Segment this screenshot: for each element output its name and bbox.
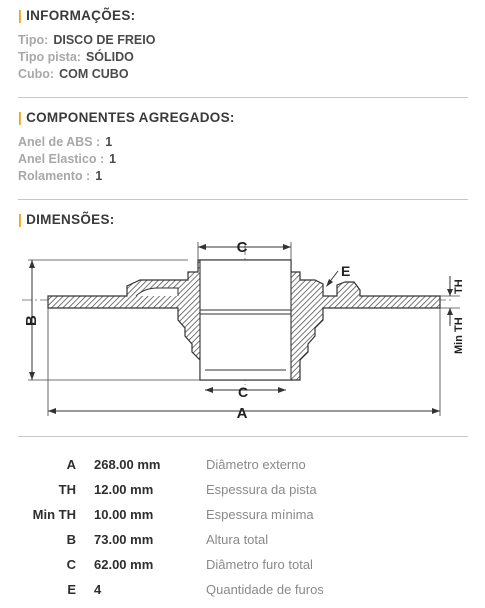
arrow-head (198, 244, 206, 250)
table-row (18, 527, 324, 552)
dim-description: Espessura da pista (206, 482, 317, 497)
dim-description: Diâmetro furo total (206, 557, 313, 572)
info-row-cubo (18, 67, 129, 81)
dim-value: 10.00 mm (94, 507, 154, 522)
info-key: Tipo pista: (18, 50, 81, 64)
component-key: Anel de ABS : (18, 135, 101, 149)
component-value: 1 (95, 169, 103, 183)
arrow-head (283, 244, 291, 250)
hub-bore (200, 260, 291, 380)
arrow-head (432, 408, 440, 414)
table-row (18, 577, 324, 602)
divider (18, 436, 468, 437)
arrow-head (326, 279, 333, 287)
accent-bar: | (18, 212, 23, 227)
label-min-th: Min TH (453, 317, 465, 354)
label-c-top: C (236, 239, 248, 256)
divider (18, 97, 468, 98)
divider (18, 199, 468, 200)
label-e: E (341, 263, 351, 279)
dim-value: 4 (94, 582, 102, 597)
info-row-tipo (18, 33, 155, 47)
component-value: 1 (109, 152, 117, 166)
component-value: 1 (105, 135, 113, 149)
info-title-text: INFORMAÇÕES: (26, 8, 136, 23)
info-key: Cubo: (18, 67, 55, 81)
info-key: Tipo: (18, 33, 49, 47)
arrow-head (48, 408, 56, 414)
arrow-head (29, 372, 35, 380)
dim-code: B (66, 532, 76, 547)
component-key: Anel Elastico : (18, 152, 105, 166)
dim-description: Altura total (206, 532, 269, 547)
label-th: TH (453, 279, 465, 294)
dim-description: Diâmetro externo (206, 457, 306, 472)
table-row (18, 552, 324, 577)
dim-value: 12.00 mm (94, 482, 154, 497)
accent-bar: | (18, 110, 23, 125)
info-value: SÓLIDO (85, 50, 134, 64)
arrow-head (447, 308, 453, 315)
arrow-head (205, 387, 213, 393)
info-value: COM CUBO (59, 67, 129, 81)
table-row (18, 477, 324, 502)
dimensions-title-text: DIMENSÕES: (26, 212, 115, 227)
label-c-bottom: C (237, 384, 249, 400)
brake-disc-diagram (10, 230, 475, 430)
table-row (18, 502, 324, 527)
info-section-title (18, 8, 135, 23)
info-row-tipo-pista (18, 50, 134, 64)
dimensions-section-title (18, 212, 115, 227)
arrow-head (278, 387, 286, 393)
arrow-head (29, 260, 35, 268)
label-a: A (236, 405, 248, 422)
dim-description: Quantidade de furos (206, 582, 324, 597)
dimensions-table (18, 452, 324, 602)
dim-code: C (66, 557, 76, 572)
dim-value: 62.00 mm (94, 557, 154, 572)
dim-code: E (67, 582, 76, 597)
dim-value: 268.00 mm (94, 457, 161, 472)
component-row-anel (18, 152, 116, 166)
dim-code: Min TH (32, 507, 76, 522)
component-key: Rolamento : (18, 169, 91, 183)
dim-code: A (66, 457, 76, 472)
accent-bar: | (18, 8, 23, 23)
table-row (18, 452, 324, 477)
info-value: DISCO DE FREIO (53, 33, 156, 47)
dim-code: TH (58, 482, 76, 497)
components-section-title (18, 110, 235, 125)
component-row-rolamento (18, 169, 102, 183)
component-row-abs (18, 135, 112, 149)
dim-description: Espessura mínima (206, 507, 314, 522)
components-title-text: COMPONENTES AGREGADOS: (26, 110, 235, 125)
dim-value: 73.00 mm (94, 532, 154, 547)
label-b: B (23, 315, 40, 326)
